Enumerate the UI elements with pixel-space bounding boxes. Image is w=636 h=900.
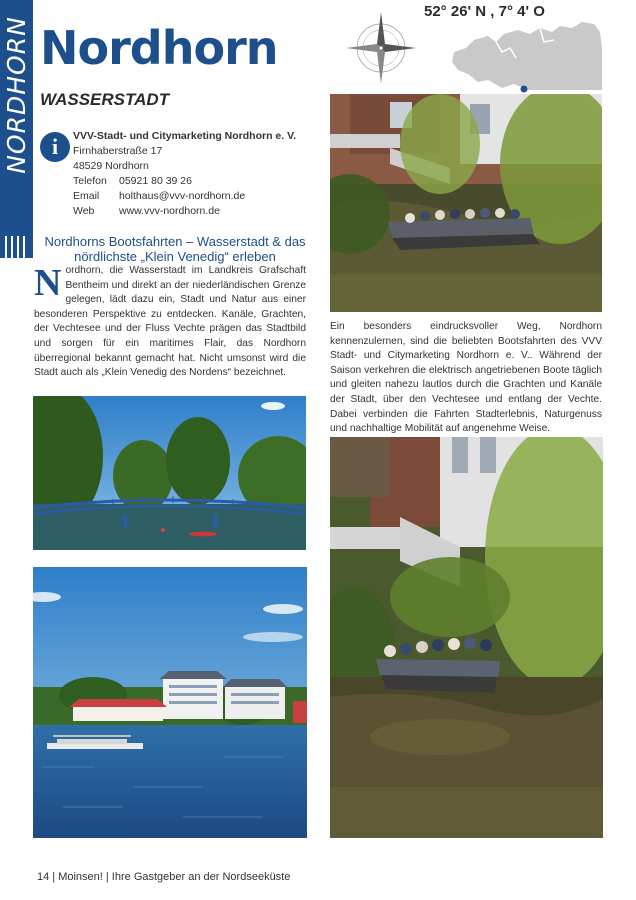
email-label: Email <box>73 190 100 202</box>
article-paragraph-right: Ein besonders eindrucksvoller Weg, Nordhorn kennenzulernen, sind die beliebten Bootsfahrten des VVV Stadt- und Citymarketing Nordhorn e. V.. Während der Saison verkehren die elektrisch angetriebenen Boote täglich und gleiten nahezu lautlos durch die Grachten und Kanäle der Stadt, über den Vechtesee und entlang der Vechte. Dabei verbinden die Fahrten Stadterlebnis, Naturgenuss und nachhaltige Mobilität auf angenehme Weise. <box>330 321 602 435</box>
contact-street: Firnhaberstraße 17 <box>73 145 163 157</box>
contact-block <box>73 129 296 219</box>
phone-value: 05921 80 39 26 <box>119 175 192 187</box>
contact-city: 48529 Nordhorn <box>73 160 149 172</box>
article-text-left: ordhorn, die Wasserstadt im Landkreis Grafschaft Bentheim und direkt an der niederländischen Grenze gelegen, lädt dazu ein, Stadt und Natur aus einer besonderen Perspektive zu entdecken. Kanäle, Grachten, der Vechtesee und der Fluss Vechte prägen das Stadtbild und sorgen für ein maritimes Flair, das Nordhorn überregional bekannt gemacht hat. Nicht umsonst wird die Stadt auch als „Klein Venedig des Nordens“ bezeichnet. <box>34 265 306 379</box>
web-label: Web <box>73 205 95 217</box>
photo-blue-bridge <box>33 396 306 550</box>
page-footer: 14 | Moinsen! | Ihre Gastgeber an der Nordseeküste <box>37 871 291 883</box>
article-headline: Nordhorns Bootsfahrten – Wasserstadt & das nördlichste „Klein Venedig“ erleben <box>44 234 306 264</box>
stripe-decoration <box>17 236 19 258</box>
web-link[interactable]: www.vvv-nordhorn.de <box>119 205 220 217</box>
location-map <box>444 18 604 98</box>
photo-boat-willow <box>330 437 603 838</box>
page-subtitle: WASSERSTADT <box>40 90 170 109</box>
photo-lake-hotel <box>33 567 307 838</box>
location-marker-icon <box>521 86 528 93</box>
stripe-decoration <box>11 236 13 258</box>
stripe-decoration <box>23 236 25 258</box>
contact-organization: VVV-Stadt- und Citymarketing Nordhorn e. V. <box>73 130 297 142</box>
compass-icon <box>346 6 416 84</box>
email-link[interactable]: holthaus@vvv-nordhorn.de <box>119 190 246 202</box>
info-icon: i <box>40 132 70 162</box>
side-banner-text: NORDHORN <box>2 16 31 174</box>
side-banner <box>0 0 33 258</box>
page-title: Nordhorn <box>40 21 278 75</box>
drop-cap: N <box>34 262 62 304</box>
article-paragraph-left <box>34 264 306 381</box>
photo-boat-canal <box>330 94 602 312</box>
contact-email-row <box>73 189 296 204</box>
phone-label: Telefon <box>73 175 107 187</box>
contact-web-row <box>73 204 296 219</box>
coordinates-label: 52° 26' N , 7° 4' O <box>424 3 545 20</box>
contact-phone-row <box>73 174 296 189</box>
stripe-decoration <box>5 236 7 258</box>
